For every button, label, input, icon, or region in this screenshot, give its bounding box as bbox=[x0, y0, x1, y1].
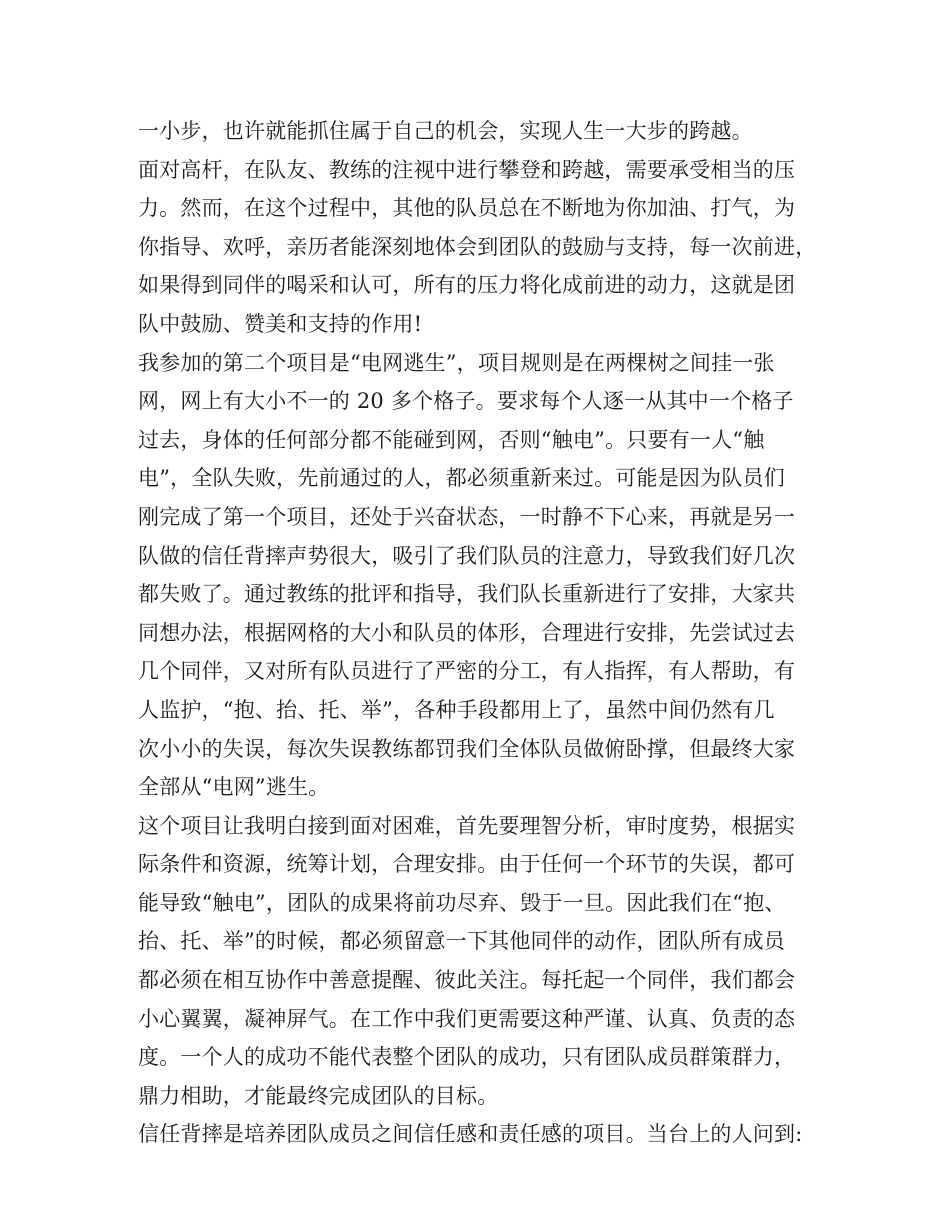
text-line: 抬、托、举”的时候，都必须留意一下其他同伴的动作，团队所有成员 bbox=[138, 929, 785, 954]
text-line: 几个同伴，又对所有队员进行了严密的分工，有人指挥，有人帮助，有 bbox=[138, 659, 796, 684]
text-line: 力。然而，在这个过程中，其他的队员总在不断地为你加油、打气，为 bbox=[138, 196, 796, 221]
text-line: 能导致“触电”，团队的成果将前功尽弃、毁于一旦。因此我们在“抱、 bbox=[138, 890, 786, 915]
text-line: 如果得到同伴的喝采和认可，所有的压力将化成前进的动力，这就是团 bbox=[138, 273, 796, 298]
text-line: 度。一个人的成功不能代表整个团队的成功，只有团队成员群策群力， bbox=[138, 1045, 796, 1070]
text-line: 我参加的第二个项目是“电网逃生”，项目规则是在两棵树之间挂一张 bbox=[138, 350, 775, 375]
text-line: 过去，身体的任何部分都不能碰到网，否则“触电”。只要有一人“触 bbox=[138, 427, 765, 452]
body-text bbox=[138, 112, 828, 1154]
text-line: 人监护，“抱、抬、托、举”，各种手段都用上了，虽然中间仍然有几 bbox=[138, 697, 775, 722]
text-line: 小心翼翼，凝神屏气。在工作中我们更需要这种严谨、认真、负责的态 bbox=[138, 1006, 796, 1031]
text-line: 刚完成了第一个项目，还处于兴奋状态，一时静不下心来，再就是另一 bbox=[138, 504, 796, 529]
text-line: 全部从“电网”逃生。 bbox=[138, 775, 330, 800]
text-line: 面对高杆，在队友、教练的注视中进行攀登和跨越，需要承受相当的压 bbox=[138, 157, 796, 182]
text-line: 都失败了。通过教练的批评和指导，我们队长重新进行了安排，大家共 bbox=[138, 582, 796, 607]
text-line: 这个项目让我明白接到面对困难，首先要理智分析，审时度势，根据实 bbox=[138, 813, 796, 838]
text-line: 队做的信任背摔声势很大，吸引了我们队员的注意力，导致我们好几次 bbox=[138, 543, 796, 568]
text-line: 同想办法，根据网格的大小和队员的体形，合理进行安排，先尝试过去 bbox=[138, 620, 796, 645]
text-line: 电”，全队失败，先前通过的人，都必须重新来过。可能是因为队员们 bbox=[138, 466, 785, 491]
text-line: 信任背摔是培养团队成员之间信任感和责任感的项目。当台上的人问到: bbox=[138, 1122, 803, 1147]
text-line: 一小步，也许就能抓住属于自己的机会，实现人生一大步的跨越。 bbox=[138, 119, 753, 143]
text-line: 次小小的失误，每次失误教练都罚我们全体队员做俯卧撑，但最终大家 bbox=[138, 736, 796, 761]
text-line: 你指导、欢呼，亲历者能深刻地体会到团队的鼓励与支持，每一次前进， bbox=[138, 234, 817, 259]
text-line: 鼎力相助，才能最终完成团队的目标。 bbox=[138, 1083, 499, 1108]
text-line: 网，网上有大小不一的 20 多个格子。要求每个人逐一从其中一个格子 bbox=[138, 389, 794, 414]
text-line: 队中鼓励、赞美和支持的作用! bbox=[138, 311, 423, 336]
text-line: 都必须在相互协作中善意提醒、彼此关注。每托起一个同伴，我们都会 bbox=[138, 968, 796, 993]
text-line: 际条件和资源，统筹计划，合理安排。由于任何一个环节的失误，都可 bbox=[138, 852, 796, 877]
